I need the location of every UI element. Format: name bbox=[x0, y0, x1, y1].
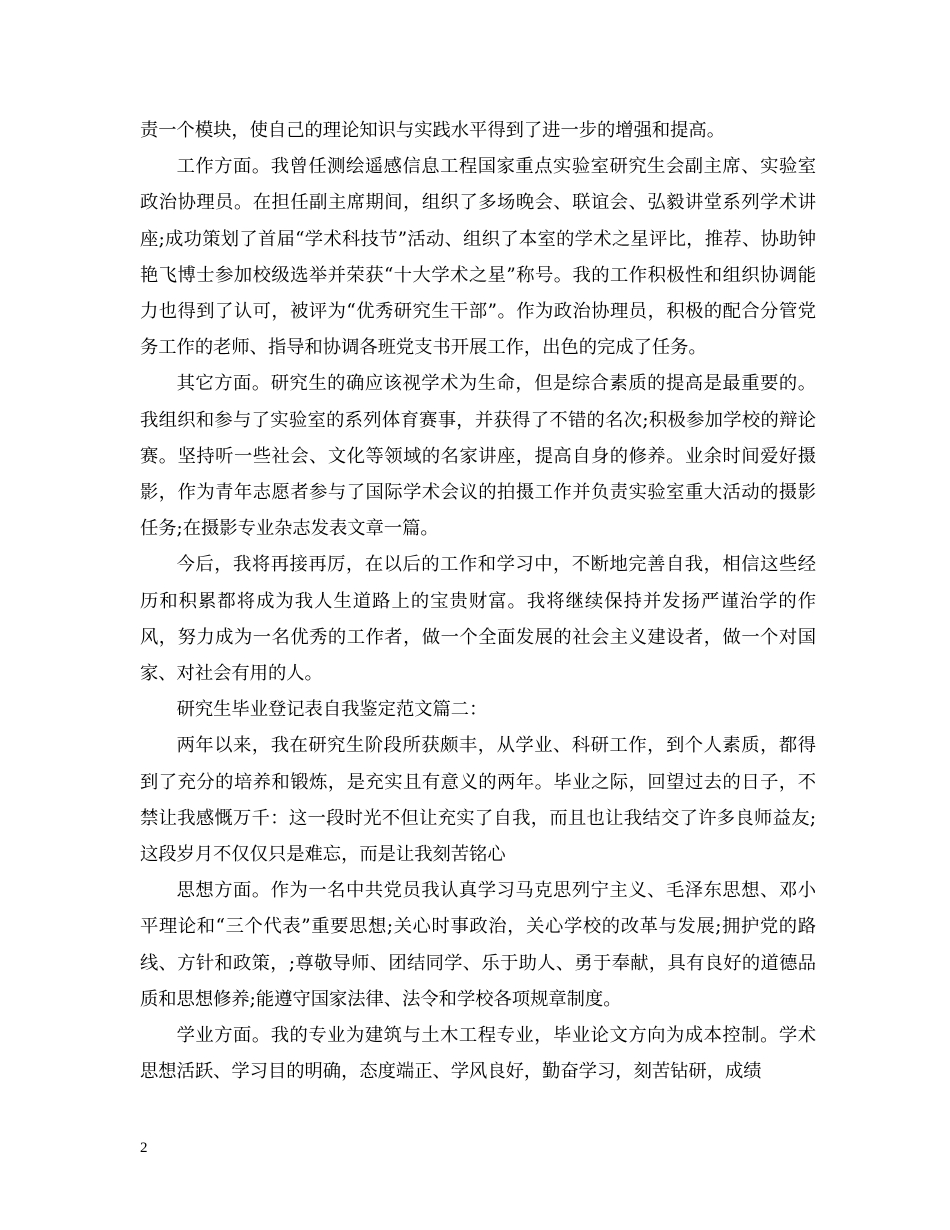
page-number: 2 bbox=[140, 1140, 148, 1156]
paragraph-intro: 两年以来，我在研究生阶段所获颇丰，从学业、科研工作，到个人素质，都得到了充分的培养和锻炼，是充实且有意义的两年。毕业之际，回望过去的日子，不禁让我感慨万千：这一段时光不但让充实了自我，而且也让我结交了许多良师益友;这段岁月不仅仅只是难忘，而是让我刻苦铭心 bbox=[140, 735, 816, 866]
paragraph-work: 工作方面。我曾任测绘遥感信息工程国家重点实验室研究生会副主席、实验室政治协理员。在担任副主席期间，组织了多场晚会、联谊会、弘毅讲堂系列学术讲座;成功策划了首届“学术科技节”活动、组织了本室的学术之星评比，推荐、协助钟艳飞博士参加校级选举并荣获“十大学术之星”称号。我的工作积极性和组织协调能力也得到了认可，被评为“优秀研究生干部”。作为政治协理员，积极的配合分管党务工作的老师、指导和协调各班党支书开展工作，出色的完成了任务。 bbox=[140, 156, 816, 359]
paragraph-continuation: 责一个模块，使自己的理论知识与实践水平得到了进一步的增强和提高。 bbox=[140, 120, 725, 141]
paragraph-other: 其它方面。研究生的确应该视学术为生命，但是综合素质的提高是最重要的。我组织和参与了实验室的系列体育赛事，并获得了不错的名次;积极参加学校的辩论赛。坚持听一些社会、文化等领域的名家讲座，提高自身的修养。业余时间爱好摄影，作为青年志愿者参与了国际学术会议的拍摄工作并负责实验室重大活动的摄影任务;在摄影专业杂志发表文章一篇。 bbox=[140, 373, 816, 540]
paragraph-future: 今后，我将再接再厉，在以后的工作和学习中，不断地完善自我，相信这些经历和积累都将成为我人生道路上的宝贵财富。我将继续保持并发扬严谨治学的作风，努力成为一名优秀的工作者，做一个全面发展的社会主义建设者，做一个对国家、对社会有用的人。 bbox=[140, 554, 816, 685]
section-heading: 研究生毕业登记表自我鉴定范文篇二： bbox=[176, 699, 488, 721]
document-body bbox=[140, 113, 816, 1090]
paragraph-thought: 思想方面。作为一名中共党员我认真学习马克思列宁主义、毛泽东思想、邓小平理论和“三个代表”重要思想;关心时事政治，关心学校的改革与发展;拥护党的路线、方针和政策，;尊敬导师、团结同学、乐于助人、勇于奉献，具有良好的道德品质和思想修养;能遵守国家法律、法令和学校各项规章制度。 bbox=[140, 880, 816, 1010]
paragraph-study: 学业方面。我的专业为建筑与土木工程专业，毕业论文方向为成本控制。学术思想活跃、学习目的明确，态度端正、学风良好，勤奋学习，刻苦钻研，成绩 bbox=[140, 1025, 816, 1083]
